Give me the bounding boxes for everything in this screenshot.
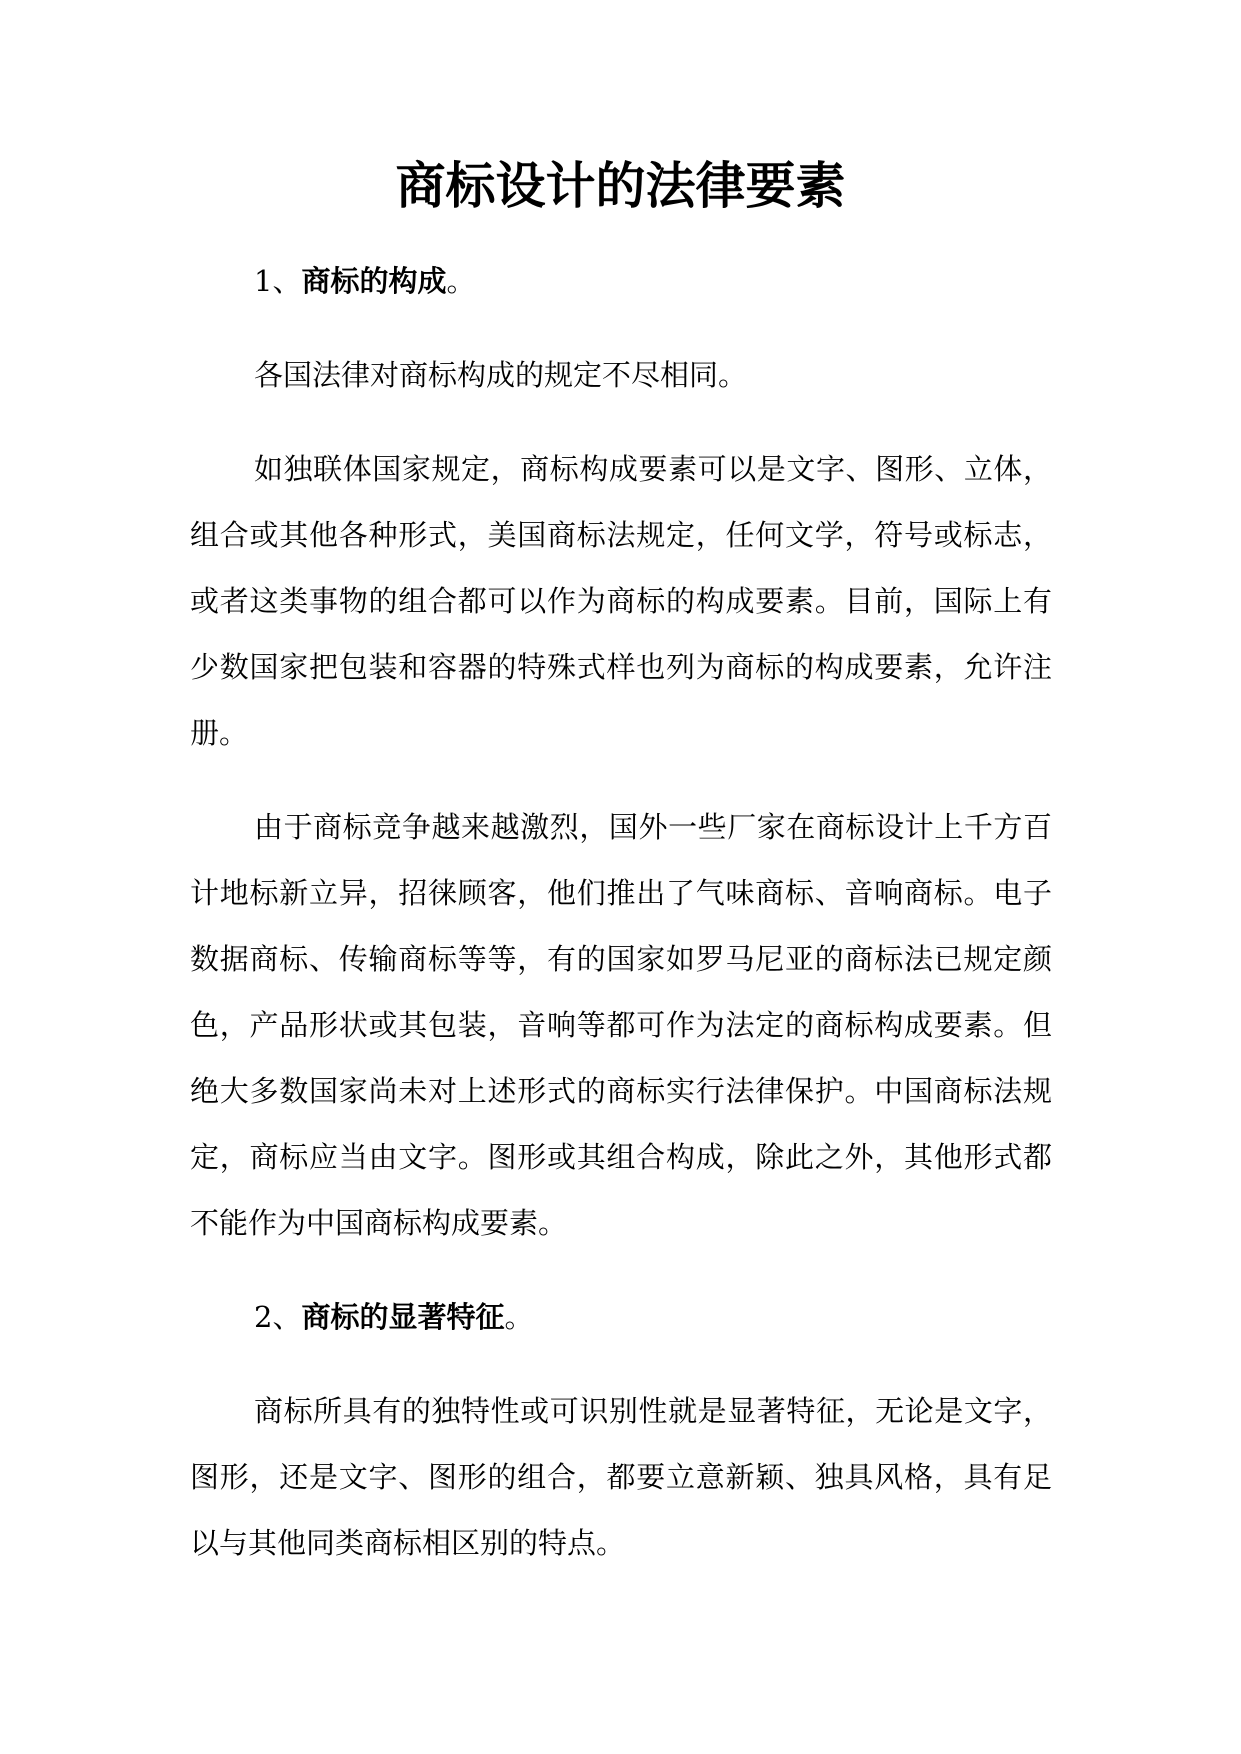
- paragraph: 由于商标竞争越来越激烈，国外一些厂家在商标设计上千方百计地标新立异，招徕顾客，他们推出了气味商标、音响商标。电子数据商标、传输商标等等，有的国家如罗马尼亚的商标法已规定颜色，产品形状或其包装，音响等都可作为法定的商标构成要素。但绝大多数国家尚未对上述形式的商标实行法律保护。中国商标法规定，商标应当由文字。图形或其组合构成，除此之外，其他形式都不能作为中国商标构成要素。: [190, 810, 1052, 1240]
- section-heading-text: 商标的显著特征: [301, 1300, 505, 1334]
- section-heading-punct: 。: [446, 264, 476, 298]
- section-heading-text: 商标的构成: [301, 264, 447, 298]
- paragraph: 商标所具有的独特性或可识别性就是显著特征，无论是文字，图形，还是文字、图形的组合，都要立意新颖、独具风格，具有足以与其他同类商标相区别的特点。: [190, 1394, 1052, 1560]
- section-heading-2: [190, 1284, 1052, 1350]
- section-heading-punct: 。: [504, 1300, 534, 1334]
- document-title: 商标设计的法律要素: [395, 156, 846, 215]
- section-number: 2、: [254, 1300, 302, 1334]
- section-number: 1、: [254, 264, 302, 298]
- paragraph: 如独联体国家规定，商标构成要素可以是文字、图形、立体，组合或其他各种形式，美国商标法规定，任何文学，符号或标志，或者这类事物的组合都可以作为商标的构成要素。目前，国际上有少数国家把包装和容器的特殊式样也列为商标的构成要素，允许注册。: [190, 452, 1052, 750]
- paragraph: 各国法律对商标构成的规定不尽相同。: [254, 358, 748, 392]
- document-body: [190, 248, 1052, 1576]
- section-heading-1: [190, 248, 1052, 314]
